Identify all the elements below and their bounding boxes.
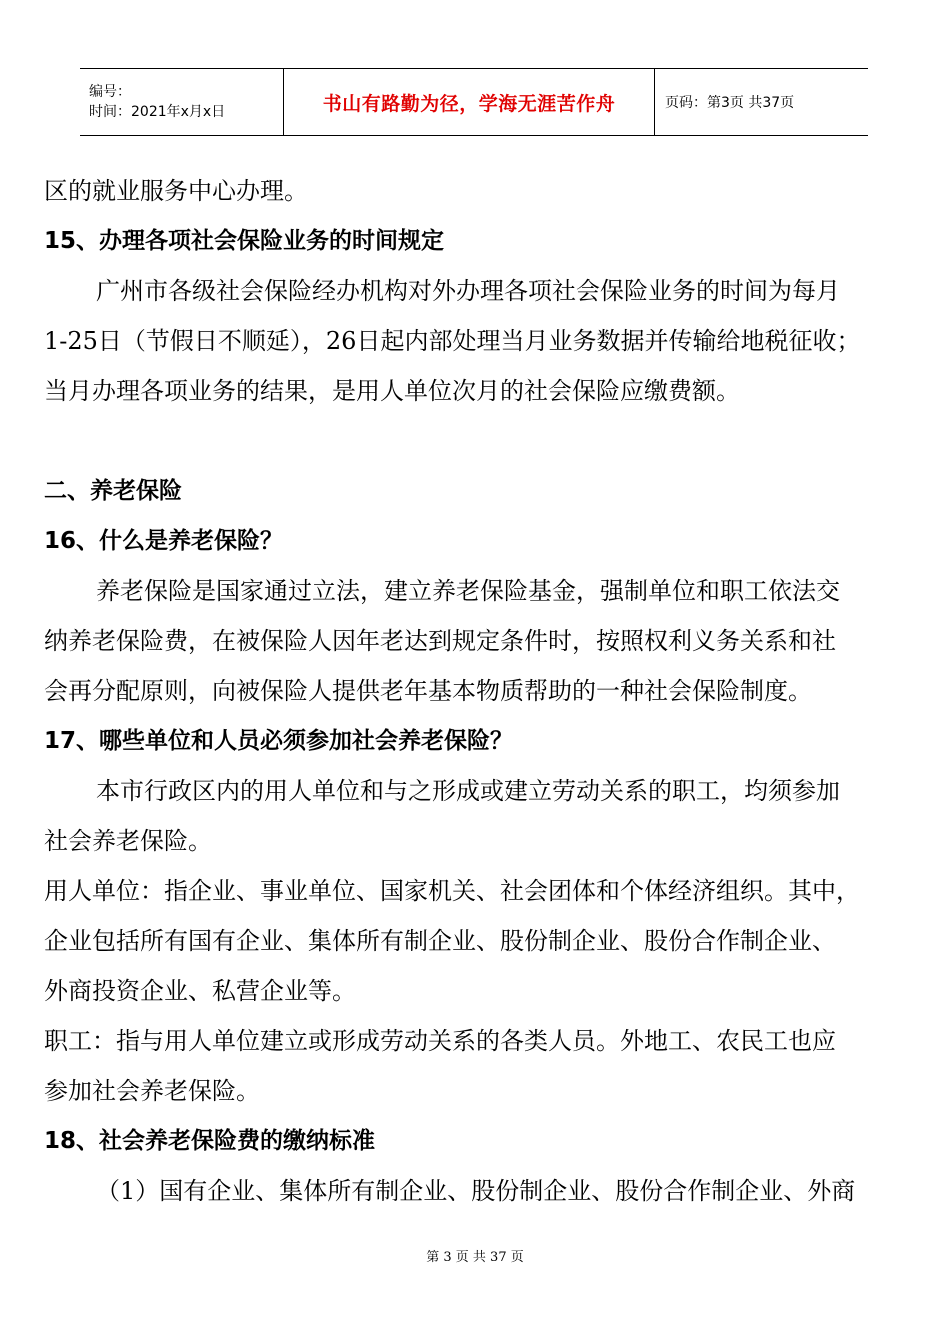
section-heading-16: 16、什么是养老保险？ [44, 528, 284, 554]
paragraph-line: 会再分配原则，向被保险人提供老年基本物质帮助的一种社会保险制度。 [44, 677, 812, 705]
page-footer: 第 3 页 共 37 页 [426, 1250, 524, 1265]
header-page-number: 页码：第3页 共37页 [665, 95, 795, 111]
section-heading-15: 15、办理各项社会保险业务的时间规定 [44, 228, 445, 254]
section-heading-18: 18、社会养老保险费的缴纳标准 [44, 1128, 376, 1154]
paragraph-line: 纳养老保险费，在被保险人因年老达到规定条件时，按照权利义务关系和社 [44, 627, 836, 655]
document-header [80, 68, 868, 136]
paragraph-line: 参加社会养老保险。 [44, 1077, 260, 1105]
paragraph-line: 职工：指与用人单位建立或形成劳动关系的各类人员。外地工、农民工也应 [44, 1027, 836, 1055]
document-body [44, 166, 910, 1216]
header-number: 编号： [89, 84, 131, 100]
paragraph-line: 广州市各级社会保险经办机构对外办理各项社会保险业务的时间为每月 [96, 277, 840, 305]
paragraph-line: 用人单位：指企业、事业单位、国家机关、社会团体和个体经济组织。其中， [44, 877, 860, 905]
paragraph-line: 1-25日（节假日不顺延），26日起内部处理当月业务数据并传输给地税征收； [44, 327, 861, 355]
paragraph-line: 外商投资企业、私营企业等。 [44, 977, 356, 1005]
header-meta [80, 69, 283, 135]
chapter-heading-pension: 二、养老保险 [44, 478, 182, 504]
section-heading-17: 17、哪些单位和人员必须参加社会养老保险？ [44, 728, 514, 754]
paragraph-line: 企业包括所有国有企业、集体所有制企业、股份制企业、股份合作制企业、 [44, 927, 836, 955]
blank-line [44, 416, 910, 466]
paragraph-line: 区的就业服务中心办理。 [44, 177, 308, 205]
header-time: 时间：2021年x月x日 [89, 104, 226, 120]
paragraph-line: （1）国有企业、集体所有制企业、股份制企业、股份合作制企业、外商 [96, 1177, 856, 1205]
paragraph-line: 当月办理各项业务的结果，是用人单位次月的社会保险应缴费额。 [44, 377, 740, 405]
paragraph-line: 养老保险是国家通过立法，建立养老保险基金，强制单位和职工依法交 [96, 577, 840, 605]
header-motto: 书山有路勤为径，学海无涯苦作舟 [283, 69, 655, 135]
paragraph-line: 本市行政区内的用人单位和与之形成或建立劳动关系的职工，均须参加 [96, 777, 840, 805]
paragraph-line: 社会养老保险。 [44, 827, 212, 855]
